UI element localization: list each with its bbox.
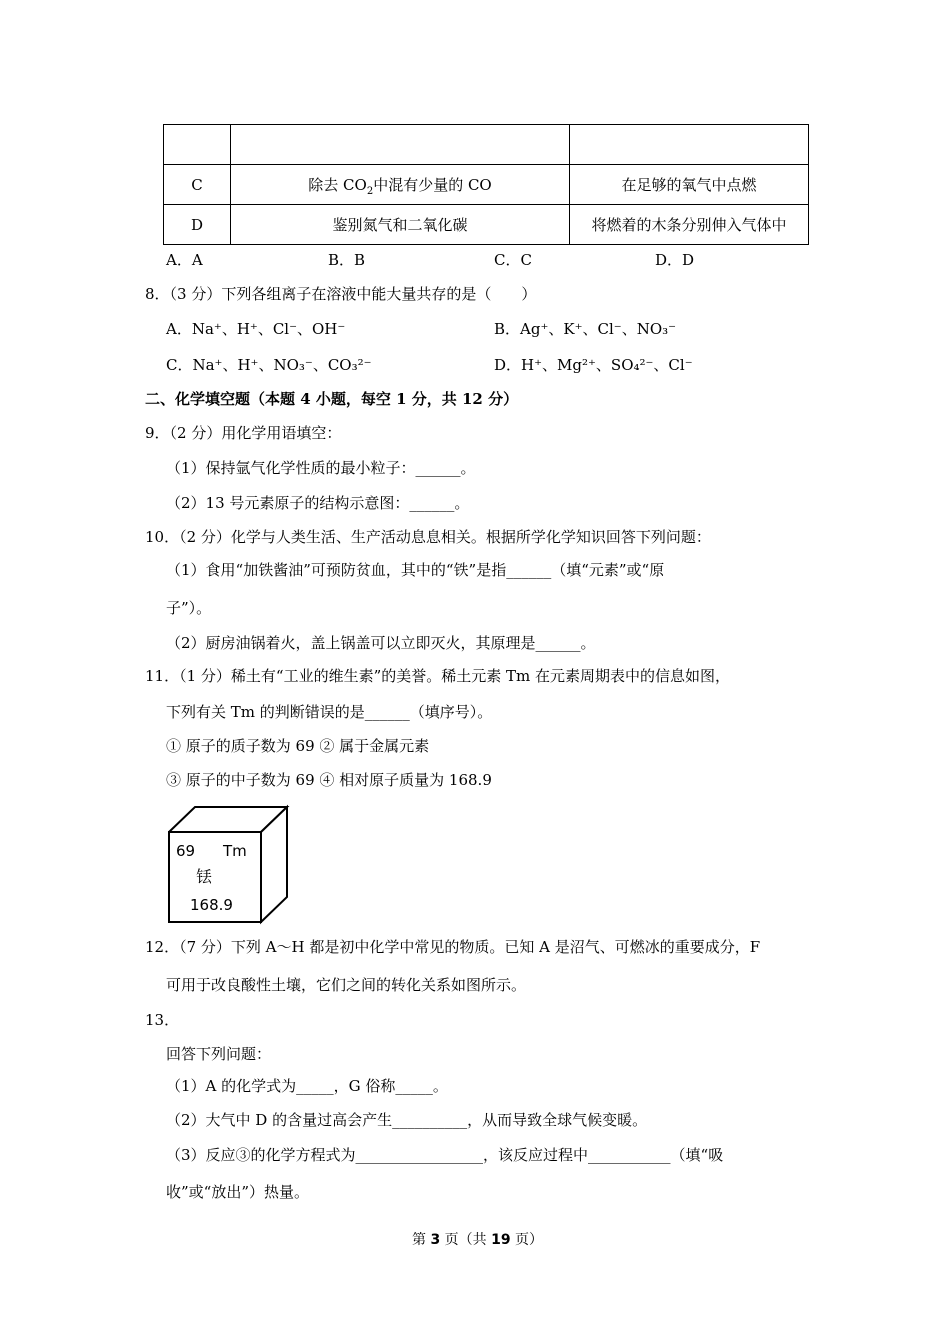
table-cell — [231, 125, 570, 165]
q9-stem: 9．（2 分）用化学用语填空： — [145, 424, 342, 442]
page-footer: 第 3 页（共 19 页） — [412, 1232, 544, 1248]
table-cell: 鉴别氮气和二氧化碳 — [231, 205, 570, 245]
q8-option-a: A．Na⁺、H⁺、Cl⁻、OH⁻ — [166, 320, 346, 338]
q13-intro: 回答下列问题： — [166, 1045, 272, 1063]
page-number: 3 — [430, 1232, 441, 1248]
q11-stem: 11．（1 分）稀土有“工业的维生素”的美誉。稀土元素 Tm 在元素周期表中的信息如图， — [145, 667, 731, 685]
table-cell: 在足够的氧气中点燃 — [570, 165, 809, 205]
q13-part3: （3）反应③的化学方程式为_________________，该反应过程中___________（填“吸 — [166, 1146, 724, 1164]
q7-option-a: A．A — [166, 251, 203, 269]
q11-options-1-2: ① 原子的质子数为 69 ② 属于金属元素 — [166, 737, 430, 755]
q7-option-c: C．C — [494, 251, 532, 269]
table-cell — [164, 125, 231, 165]
q8-option-c: C．Na⁺、H⁺、NO₃⁻、CO₃²⁻ — [166, 356, 372, 374]
q12-stem: 12．（7 分）下列 A～H 都是初中化学中常见的物质。已知 A 是沼气、可燃冰的重要成分，F — [145, 938, 761, 956]
table-cell: 将燃着的木条分别伸入气体中 — [570, 205, 809, 245]
q9-part1: （1）保持氩气化学性质的最小粒子：______。 — [166, 459, 476, 477]
table-cell: C — [164, 165, 231, 205]
q12-stem-cont: 可用于改良酸性土壤，它们之间的转化关系如图所示。 — [166, 976, 527, 994]
element-tm-figure — [168, 804, 290, 926]
q7-option-b: B．B — [328, 251, 366, 269]
table-cell: D — [164, 205, 231, 245]
table-cell — [570, 125, 809, 165]
q13-part1: （1）A 的化学式为_____，G 俗称_____。 — [166, 1077, 448, 1095]
atomic-number: 69 — [176, 842, 196, 860]
q13-number: 13． — [145, 1011, 180, 1029]
table-row — [164, 165, 809, 205]
q13-part3-cont: 收”或“放出”）热量。 — [166, 1183, 310, 1201]
table-row — [164, 125, 809, 165]
table-cell: 除去 $CO_2$中混有少量的 CO — [231, 165, 570, 205]
q7-option-d: D．D — [655, 251, 695, 269]
element-symbol: Tm — [223, 842, 247, 860]
q10-stem: 10．（2 分）化学与人类生活、生产活动息息相关。根据所学化学知识回答下列问题： — [145, 528, 711, 546]
table-row — [164, 205, 809, 245]
q9-part2: （2）13 号元素原子的结构示意图：______。 — [166, 494, 470, 512]
q7-table — [163, 124, 809, 245]
q11-stem-cont: 下列有关 Tm 的判断错误的是______（填序号）。 — [166, 703, 493, 721]
q10-part1: （1）食用“加铁酱油”可预防贫血，其中的“铁”是指______（填“元素”或“原 — [166, 561, 665, 579]
section-title: 二、化学填空题（本题 4 小题，每空 1 分，共 12 分） — [145, 390, 519, 408]
q11-options-3-4: ③ 原子的中子数为 69 ④ 相对原子质量为 168.9 — [166, 771, 492, 789]
page-total: 19 — [491, 1232, 511, 1248]
q8-stem: 8．（3 分）下列各组离子在溶液中能大量共存的是（ ） — [145, 285, 537, 303]
element-name: 铥 — [196, 867, 213, 886]
q8-option-d: D．H⁺、Mg²⁺、SO₄²⁻、Cl⁻ — [494, 356, 693, 374]
q13-part2: （2）大气中 D 的含量过高会产生__________，从而导致全球气候变暖。 — [166, 1111, 648, 1129]
q8-option-b: B．Ag⁺、K⁺、Cl⁻、NO₃⁻ — [494, 320, 677, 338]
q10-part1-cont: 子”）。 — [166, 599, 212, 617]
atomic-mass: 168.9 — [190, 896, 233, 914]
q10-part2: （2）厨房油锅着火，盖上锅盖可以立即灭火，其原理是______。 — [166, 634, 596, 652]
